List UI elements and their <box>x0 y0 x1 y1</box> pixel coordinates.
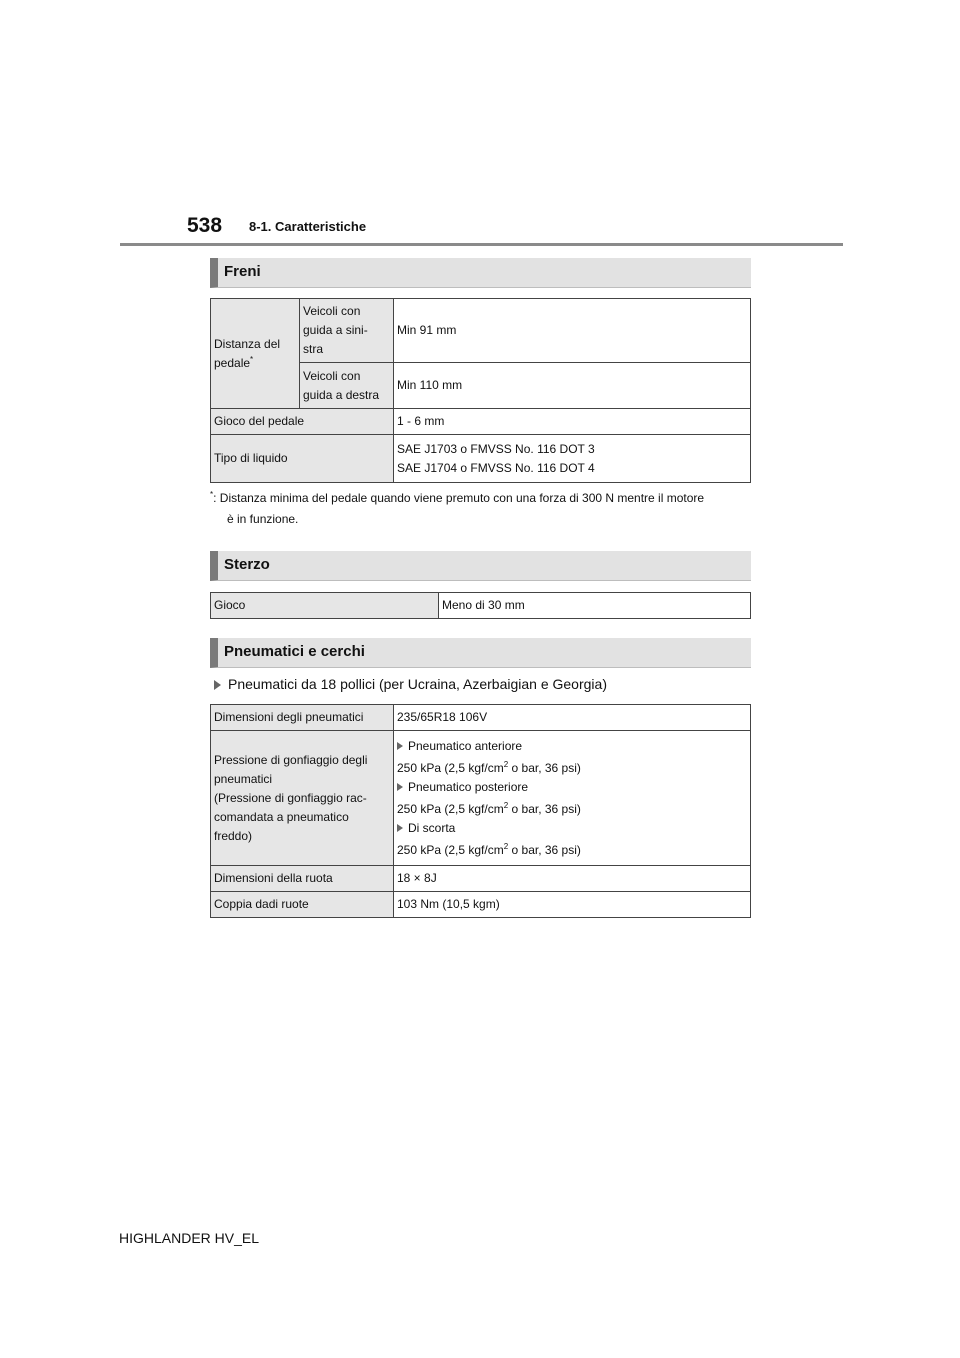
brakes-heading: Freni <box>224 263 261 280</box>
wheel-size-label: Dimensioni della ruota <box>211 866 394 892</box>
model-footer: HIGHLANDER HV_EL <box>119 1230 260 1246</box>
table-row <box>211 409 751 435</box>
triangle-bullet-icon <box>397 824 403 832</box>
header-rule <box>120 243 843 246</box>
pedal-distance-label: Distanza del pedale* <box>211 299 300 409</box>
tire-size-value: 235/65R18 106V <box>394 705 751 731</box>
steering-heading-band <box>210 551 751 581</box>
steering-play-value: Meno di 30 mm <box>439 593 751 619</box>
page-number: 538 <box>187 214 223 237</box>
tire-pressure-values: Pneumatico anteriore 250 kPa (2,5 kgf/$cm^2$ o bar, 36 psi) Pneumatico posteriore 250 kPa (2,5 kgf/$cm^2$ o bar, 36 psi) Di scorta 250 kPa (2,5 kgf/$cm^2$ o bar, 36 psi) <box>394 731 751 866</box>
tires-heading: Pneumatici e cerchi <box>224 643 365 660</box>
lhd-value: Min 91 mm <box>394 299 751 363</box>
steering-play-label: Gioco <box>211 593 439 619</box>
table-row <box>211 892 751 918</box>
pedal-play-label: Gioco del pedale <box>211 409 394 435</box>
brakes-footnote: *: Distanza minima del pedale quando viene premuto con una forza di 300 N mentre il motore è in funzione. <box>210 490 705 526</box>
brakes-heading-band <box>210 258 751 288</box>
table-row <box>211 593 751 619</box>
fluid-type-label: Tipo di liquido <box>211 435 394 483</box>
tire-size-label: Dimensioni degli pneumatici <box>211 705 394 731</box>
tires-heading-band <box>210 638 751 668</box>
rhd-label: Veicoli con guida a destra <box>300 363 394 409</box>
table-row <box>211 705 751 731</box>
lhd-label: Veicoli con guida a sini- stra <box>300 299 394 363</box>
brakes-table <box>210 298 751 483</box>
lug-nut-torque-label: Coppia dadi ruote <box>211 892 394 918</box>
triangle-bullet-icon <box>397 783 403 791</box>
tires-table <box>210 704 751 918</box>
table-row <box>211 299 751 363</box>
rhd-value: Min 110 mm <box>394 363 751 409</box>
table-row <box>211 435 751 483</box>
tires-subheading: Pneumatici da 18 pollici (per Ucraina, Azerbaigian e Georgia) <box>214 676 607 692</box>
table-row <box>211 866 751 892</box>
table-row <box>211 731 751 866</box>
section-title: 8-1. Caratteristiche <box>249 219 367 234</box>
triangle-bullet-icon <box>214 680 221 690</box>
wheel-size-value: 18 × 8J <box>394 866 751 892</box>
tire-pressure-label: Pressione di gonfiaggio degli pneumatici (Pressione di gonfiaggio rac- comandata a pneumatico freddo) <box>211 731 394 866</box>
pedal-play-value: 1 - 6 mm <box>394 409 751 435</box>
steering-table <box>210 592 751 619</box>
triangle-bullet-icon <box>397 742 403 750</box>
fluid-type-value: SAE J1703 o FMVSS No. 116 DOT 3 SAE J1704 o FMVSS No. 116 DOT 4 <box>394 435 751 483</box>
lug-nut-torque-value: 103 Nm (10,5 kgm) <box>394 892 751 918</box>
steering-heading: Sterzo <box>224 556 270 573</box>
